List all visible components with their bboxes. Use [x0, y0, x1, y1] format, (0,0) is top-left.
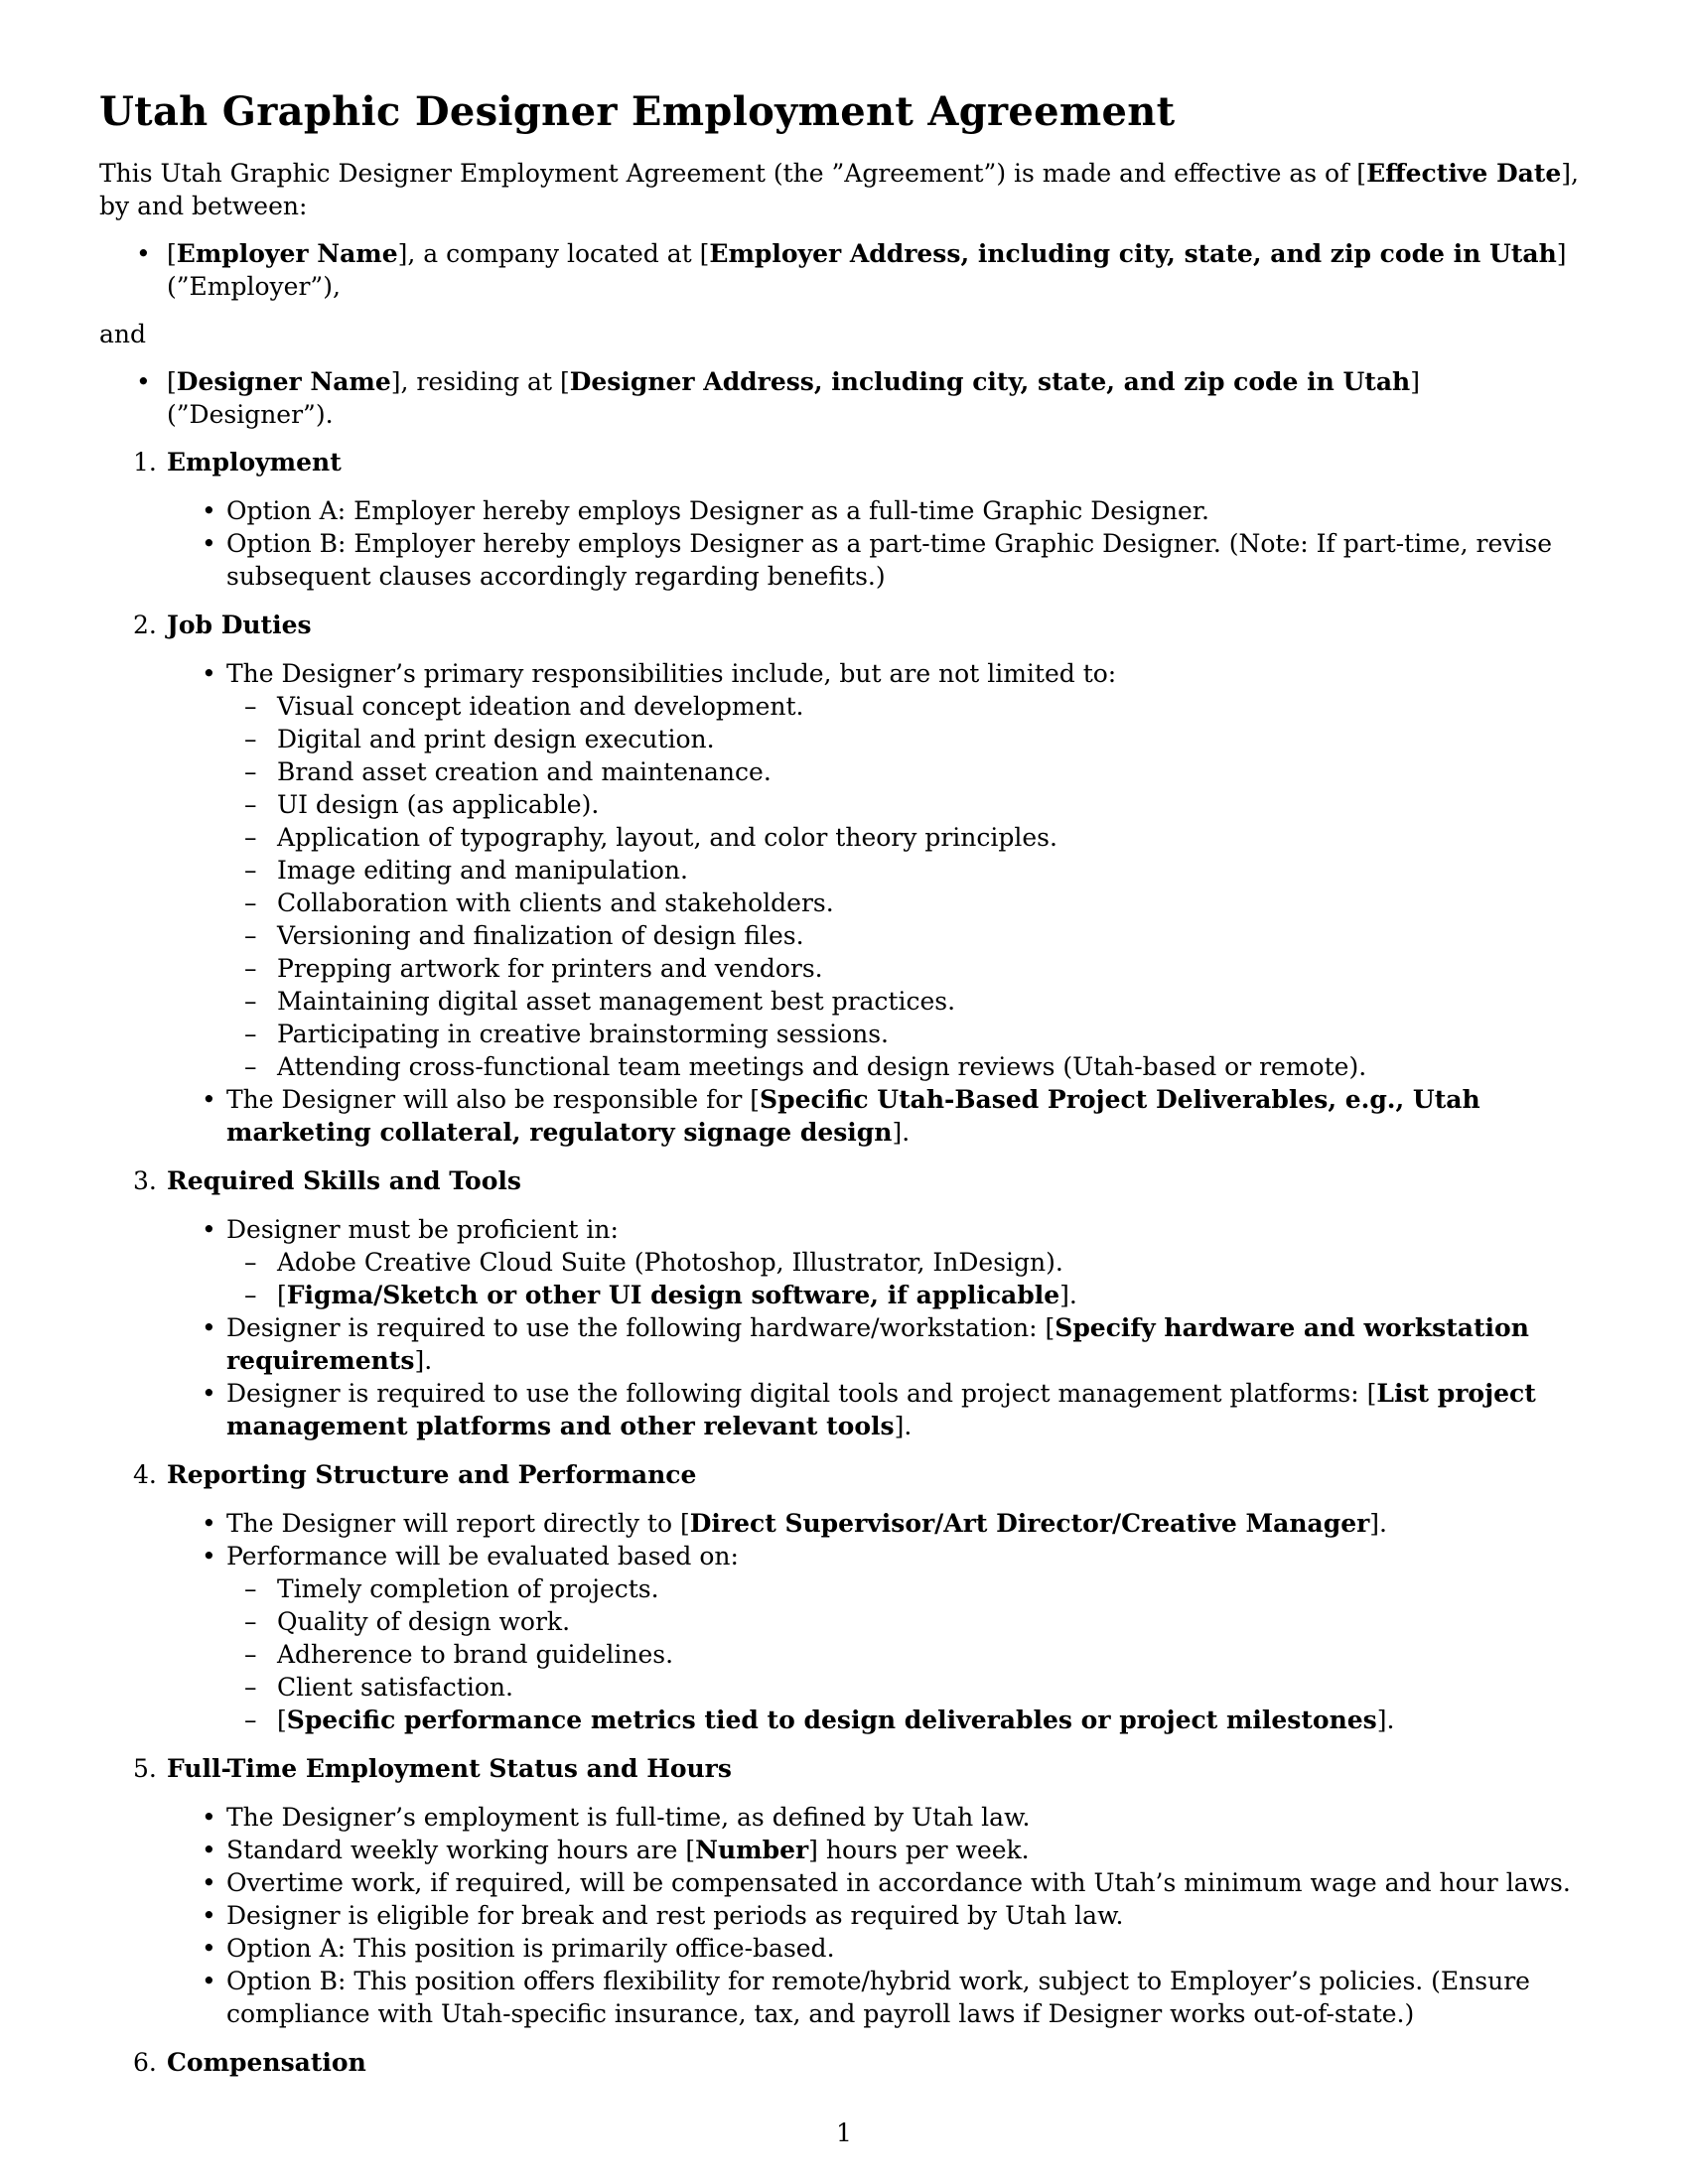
section-heading: Employment [167, 448, 342, 477]
list-item: – Client satisfaction. [226, 1671, 1589, 1704]
list-item: – Adherence to brand guidelines. [226, 1638, 1589, 1671]
tools-placeholder: List project management platforms and other relevant tools [226, 1379, 1536, 1440]
list-item: • Designer is required to use the following hardware/workstation: [Specify hardware and workstation requirements]. [167, 1311, 1589, 1377]
section-heading: Full-Time Employment Status and Hours [167, 1754, 732, 1783]
list-item: • Designer is eligible for break and rest periods as required by Utah law. [167, 1899, 1589, 1932]
section-number: 3. [133, 1166, 157, 1195]
list-item: – Brand asset creation and maintenance. [226, 755, 1589, 788]
section-number: 1. [133, 448, 157, 477]
page-number: 1 [836, 2118, 852, 2147]
skills-sublist [226, 1246, 1589, 1311]
list-item: • Option B: This position offers flexibility for remote/hybrid work, subject to Employer’s policies. (Ensure compliance with Utah-specific insurance, tax, and payroll laws if Designer works out-of-state.) [167, 1965, 1589, 2030]
list-item: – Image editing and manipulation. [226, 854, 1589, 887]
employer-party: • [Employer Name], a company located at [Employer Address, including city, state, and zip code in Utah] (”Employer”), [99, 237, 1589, 303]
designer-name-placeholder: Designer Name [176, 367, 391, 396]
list-item: – Maintaining digital asset management best practices. [226, 985, 1589, 1018]
list-item: – Digital and print design execution. [226, 723, 1589, 755]
section-required-skills [99, 1164, 1589, 1442]
list-item: • The Designer’s primary responsibilities include, but are not limited to: – Visual concept ideation and development. – Digital and print design execution. – Brand asset creation and maintenance. – UI design (as applicable). – Application of typography, layout, and color theory principles. – Image editing and manipulation. – Collaboration with clients and stakeholders. – Versioning and finalization of design files. – Prepping artwork for printers and vendors. – Maintaining digital asset management best practices. – Participating in creative brainstorming sessions. – Attending cross-functional team meetings and design reviews (Utah-based or remote). [167, 657, 1589, 1083]
duties-sublist [226, 690, 1589, 1083]
employer-party-list [99, 237, 1589, 303]
designer-party-list [99, 365, 1589, 431]
list-item: • Standard weekly working hours are [Number] hours per week. [167, 1834, 1589, 1866]
list-item: – Application of typography, layout, and color theory principles. [226, 821, 1589, 854]
list-item: • The Designer will also be responsible for [Specific Utah-Based Project Deliverables, e.g., Utah marketing collateral, regulatory signage design]. [167, 1083, 1589, 1149]
section-number: 4. [133, 1460, 157, 1489]
section-number: 2. [133, 611, 157, 639]
list-item: – Visual concept ideation and development. [226, 690, 1589, 723]
hours-number-placeholder: Number [695, 1836, 809, 1864]
deliverables-placeholder: Specific Utah-Based Project Deliverables, e.g., Utah marketing collateral, regulatory signage design [226, 1085, 1480, 1147]
section-compensation [99, 2046, 1589, 2079]
list-item: • Designer is required to use the following digital tools and project management platforms: [List project management platforms and other relevant tools]. [167, 1377, 1589, 1442]
list-item: – [Specific performance metrics tied to design deliverables or project milestones]. [226, 1704, 1589, 1736]
section-employment-status-hours [99, 1752, 1589, 2030]
list-item: • The Designer will report directly to [Direct Supervisor/Art Director/Creative Manager]. [167, 1507, 1589, 1540]
list-item: • Performance will be evaluated based on: – Timely completion of projects. – Quality of design work. – Adherence to brand guidelines. – Client satisfaction. – [Specific performance metrics tied to design deliverables or project milestones]. [167, 1540, 1589, 1736]
list-item: • Option A: Employer hereby employs Designer as a full-time Graphic Designer. [167, 494, 1589, 527]
list-item: – Prepping artwork for printers and vendors. [226, 952, 1589, 985]
performance-sublist [226, 1572, 1589, 1736]
section-number: 5. [133, 1754, 157, 1783]
employer-name-placeholder: Employer Name [176, 239, 398, 268]
list-item: • Designer must be proficient in: – Adobe Creative Cloud Suite (Photoshop, Illustrator, InDesign). – [Figma/Sketch or other UI design software, if applicable]. [167, 1213, 1589, 1311]
list-item: – [Figma/Sketch or other UI design software, if applicable]. [226, 1279, 1589, 1311]
section-number: 6. [133, 2048, 157, 2077]
designer-party: • [Designer Name], residing at [Designer Address, including city, state, and zip code in Utah] (”Designer”). [99, 365, 1589, 431]
skills-list [167, 1213, 1589, 1442]
employment-options [167, 494, 1589, 593]
sections-list [99, 446, 1589, 2079]
section-reporting-performance [99, 1458, 1589, 1736]
section-heading: Required Skills and Tools [167, 1166, 521, 1195]
section-heading: Compensation [167, 2048, 366, 2077]
hardware-placeholder: Specify hardware and workstation requirements [226, 1313, 1529, 1375]
intro-paragraph: This Utah Graphic Designer Employment Agreement (the ”Agreement”) is made and effective as of [Effective Date], by and between: [99, 159, 1579, 220]
employer-address-placeholder: Employer Address, including city, state, and zip code in Utah [709, 239, 1557, 268]
list-item: – UI design (as applicable). [226, 788, 1589, 821]
list-item: – Versioning and finalization of design files. [226, 919, 1589, 952]
list-item: – Quality of design work. [226, 1605, 1589, 1638]
list-item: – Participating in creative brainstorming sessions. [226, 1018, 1589, 1050]
effective-date-placeholder: Effective Date [1366, 159, 1562, 188]
section-heading: Job Duties [167, 611, 312, 639]
document-page [99, 87, 1589, 2079]
metrics-placeholder: Specific performance metrics tied to design deliverables or project milestones [286, 1706, 1377, 1734]
list-item: – Collaboration with clients and stakeholders. [226, 887, 1589, 919]
section-job-duties [99, 609, 1589, 1149]
list-item: • Option A: This position is primarily office-based. [167, 1932, 1589, 1965]
hours-list [167, 1801, 1589, 2030]
section-employment [99, 446, 1589, 593]
reporting-list [167, 1507, 1589, 1736]
job-duties-list [167, 657, 1589, 1149]
section-heading: Reporting Structure and Performance [167, 1460, 697, 1489]
list-item: • Overtime work, if required, will be compensated in accordance with Utah’s minimum wage and hour laws. [167, 1866, 1589, 1899]
supervisor-placeholder: Direct Supervisor/Art Director/Creative Manager [689, 1509, 1370, 1538]
ui-software-placeholder: Figma/Sketch or other UI design software, if applicable [286, 1281, 1060, 1309]
list-item: – Adobe Creative Cloud Suite (Photoshop, Illustrator, InDesign). [226, 1246, 1589, 1279]
and-connector: and [99, 320, 147, 348]
designer-address-placeholder: Designer Address, including city, state, and zip code in Utah [569, 367, 1411, 396]
document-title: Utah Graphic Designer Employment Agreement [99, 88, 1176, 135]
list-item: – Timely completion of projects. [226, 1572, 1589, 1605]
list-item: – Attending cross-functional team meetings and design reviews (Utah-based or remote). [226, 1050, 1589, 1083]
list-item: • Option B: Employer hereby employs Designer as a part-time Graphic Designer. (Note: If part-time, revise subsequent clauses accordingly regarding benefits.) [167, 527, 1589, 593]
list-item: • The Designer’s employment is full-time, as defined by Utah law. [167, 1801, 1589, 1834]
